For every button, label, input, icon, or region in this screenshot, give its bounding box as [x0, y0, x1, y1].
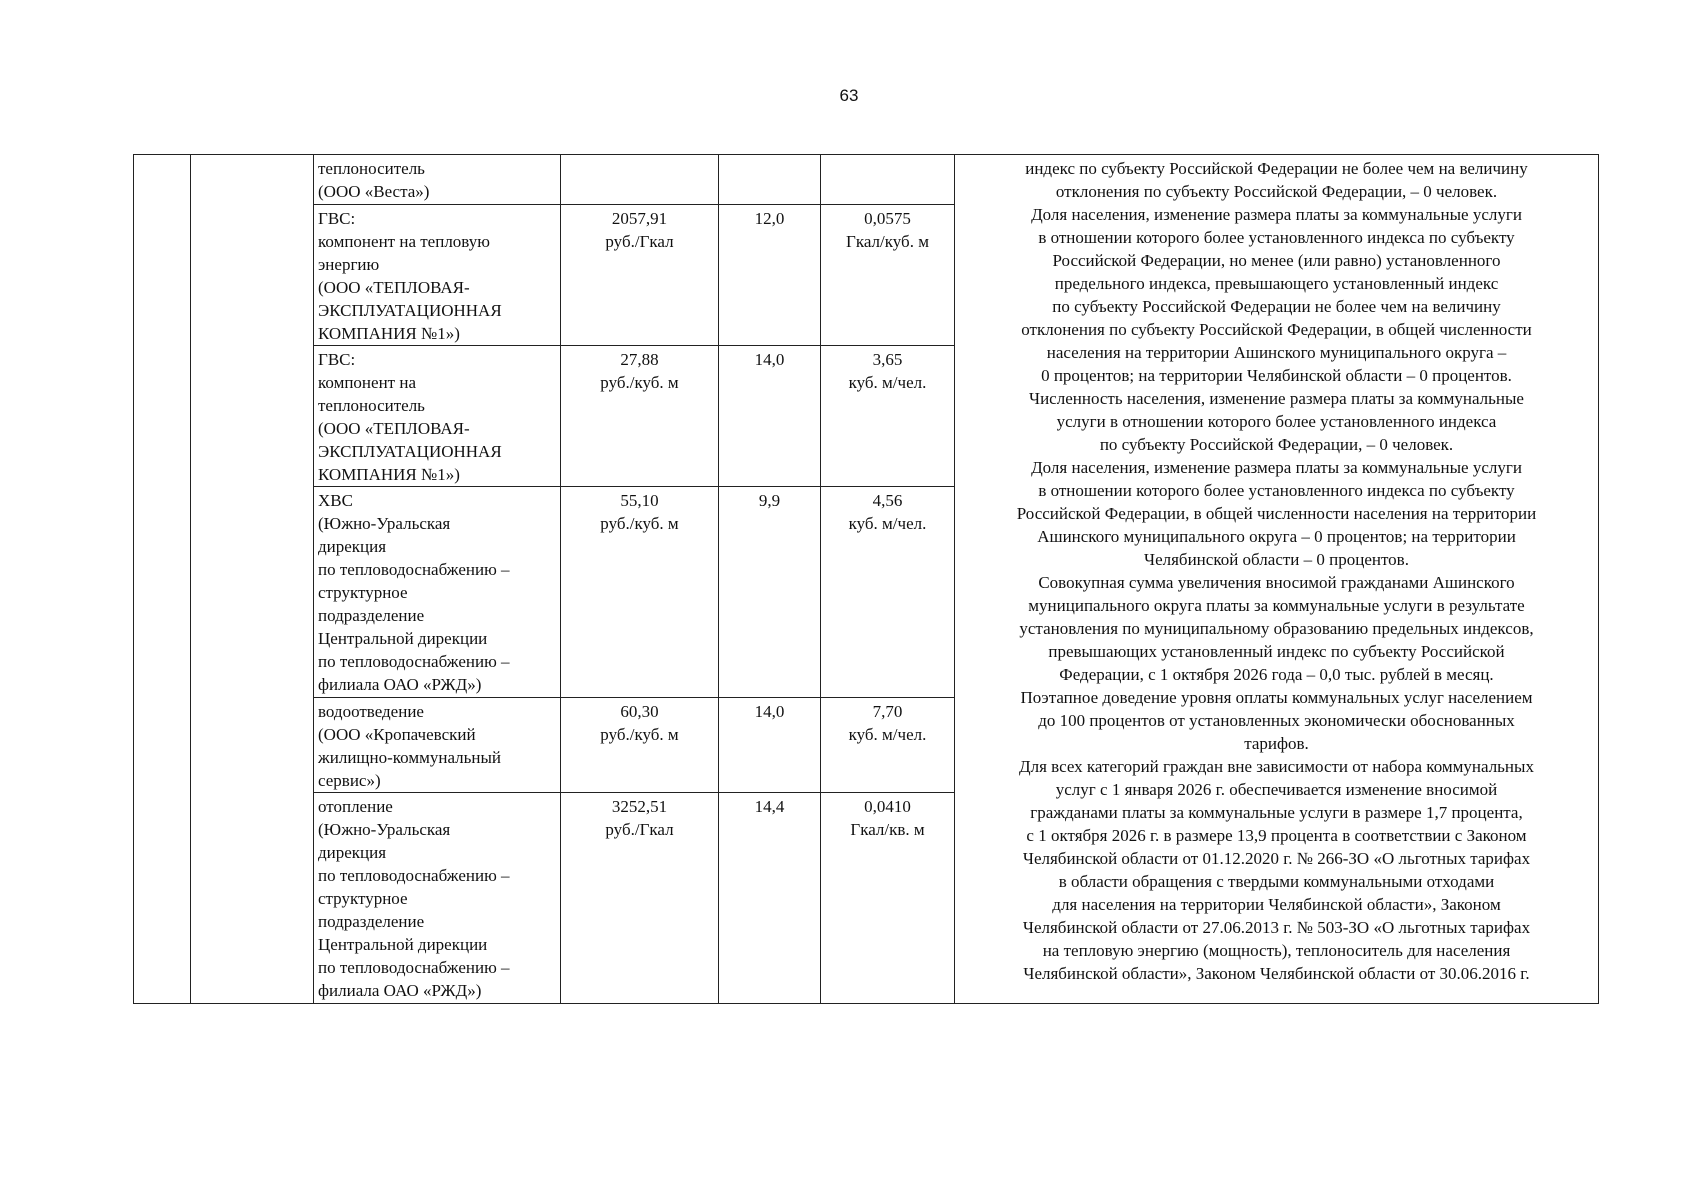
norm-cell [821, 487, 955, 698]
tariff-text-line: 3252,51 [611, 797, 668, 816]
empty-cell-number [134, 155, 191, 1004]
service-text-line: Центральной дирекции [318, 935, 488, 954]
service-text-line: по тепловодоснабжению – [318, 560, 510, 579]
norm-text-line: 0,0410 [864, 797, 911, 816]
increase-text: 9,9 [758, 491, 781, 510]
tariff-text-line: руб./Гкал [605, 820, 674, 839]
increase-text: 14,0 [754, 350, 785, 369]
tariff-text-line: 2057,91 [611, 209, 668, 228]
tariff-cell [561, 205, 719, 346]
service-cell [314, 155, 561, 205]
tariff-cell [561, 346, 719, 487]
service-text-line: компонент на тепловую [318, 232, 490, 251]
service-text-line: ГВС: [318, 209, 356, 228]
table-row [134, 155, 1599, 205]
service-text-line: теплоноситель [318, 396, 425, 415]
tariff-cell [561, 793, 719, 1004]
service-text-line: ХВС [318, 491, 353, 510]
page-number: 63 [839, 86, 859, 105]
norm-text-line: 0,0575 [864, 209, 911, 228]
increase-cell [719, 793, 821, 1004]
service-text-line: филиала ОАО «РЖД») [318, 675, 482, 694]
service-text-line: структурное [318, 889, 408, 908]
service-text-line: (ООО «Кропачевский [318, 725, 476, 744]
norm-cell [821, 205, 955, 346]
norm-cell [821, 155, 955, 205]
increase-text: 14,4 [754, 797, 785, 816]
norm-cell [821, 793, 955, 1004]
table-body [134, 155, 1599, 1004]
notes-cell: индекс по субъекту Российской Федерации не более чем на величину отклонения по субъекту Российской Федерации, – 0 человек. Доля населения, изменение размера платы за коммунальные услуги в отношении которого более установленного индекса по субъекту Российской Федерации, но менее (или равно) установленного предельного индекса, превышающего установленный индекс по субъекту Российской Федерации не более чем на величину отклонения по субъекту Российской Федерации, в общей численности населения на территории Ашинского муниципального округа – 0 процентов; на территории Челябинской области – 0 процентов. Численность населения, изменение размера платы за коммунальные услуги в отношении которого более установленного индекса по субъекту Российской Федерации, – 0 человек. Доля населения, изменение размера платы за коммунальные услуги в отношении которого более установленного индекса по субъекту Российской Федерации, в общей численности населения на территории Ашинского муниципального округа – 0 процентов; на территории Челябинской области – 0 процентов. Совокупная сумма увеличения вносимой гражданами Ашинского муниципального округа платы за коммунальные услуги в результате установления по муниципальному образованию предельных индексов, превышающих установленный индекс по субъекту Российской Федерации, с 1 октября 2026 года – 0,0 тыс. рублей в месяц. Поэтапное доведение уровня оплаты коммунальных услуг населением до 100 процентов от установленных экономически обоснованных тарифов. Для всех категорий граждан вне зависимости от набора коммунальных услуг с 1 января 2026 г. обеспечивается изменение вносимой гражданами платы за коммунальные услуги в размере 1,7 процента, с 1 октября 2026 г. в размере 13,9 процента в соответствии с Законом Челябинской области от 01.12.2020 г. № 266-ЗО «О льготных тарифах в области обращения с твердыми коммунальными отходами для населения на территории Челябинской области», Законом Челябинской области от 27.06.2013 г. № 503-ЗО «О льготных тарифах на тепловую энергию (мощность), теплоноситель для населения Челябинской области», Законом Челябинской области от 30.06.2016 г. [955, 155, 1599, 1004]
tariff-table [133, 154, 1599, 1004]
service-text-line: теплоноситель [318, 159, 425, 178]
norm-text-line: 7,70 [872, 702, 903, 721]
increase-cell [719, 698, 821, 793]
norm-text-line: куб. м/чел. [848, 725, 927, 744]
increase-cell [719, 205, 821, 346]
service-text-line: Центральной дирекции [318, 629, 488, 648]
service-text-line: водоотведение [318, 702, 424, 721]
norm-text-line: 4,56 [872, 491, 903, 510]
service-text-line: жилищно-коммунальный [318, 748, 502, 767]
service-text-line: (ООО «Веста») [318, 182, 430, 201]
norm-text-line: куб. м/чел. [848, 373, 927, 392]
service-text-line: КОМПАНИЯ №1») [318, 324, 460, 343]
service-text-line: дирекция [318, 537, 387, 556]
service-text-line: отопление [318, 797, 393, 816]
service-text-line: (Южно-Уральская [318, 514, 451, 533]
service-text-line: энергию [318, 255, 380, 274]
service-text-line: (ООО «ТЕПЛОВАЯ- [318, 278, 470, 297]
norm-text-line: 3,65 [872, 350, 903, 369]
service-text-line: сервис») [318, 771, 381, 790]
service-text-line: по тепловодоснабжению – [318, 866, 510, 885]
tariff-text-line: 55,10 [620, 491, 659, 510]
norm-cell [821, 346, 955, 487]
tariff-text-line: руб./куб. м [600, 514, 679, 533]
service-text-line: подразделение [318, 912, 425, 931]
tariff-text-line: 27,88 [620, 350, 659, 369]
increase-text: 14,0 [754, 702, 785, 721]
tariff-cell [561, 155, 719, 205]
service-cell [314, 793, 561, 1004]
service-text-line: подразделение [318, 606, 425, 625]
service-text-line: по тепловодоснабжению – [318, 652, 510, 671]
service-text-line: ЭКСПЛУАТАЦИОННАЯ [318, 301, 502, 320]
tariff-text-line: руб./Гкал [605, 232, 674, 251]
service-text-line: ГВС: [318, 350, 356, 369]
service-cell [314, 698, 561, 793]
service-text-line: структурное [318, 583, 408, 602]
service-text-line: (Южно-Уральская [318, 820, 451, 839]
norm-text-line: Гкал/кв. м [850, 820, 925, 839]
tariff-text-line: руб./куб. м [600, 725, 679, 744]
service-cell [314, 487, 561, 698]
service-cell [314, 205, 561, 346]
increase-cell [719, 346, 821, 487]
norm-text-line: Гкал/куб. м [846, 232, 929, 251]
service-text-line: КОМПАНИЯ №1») [318, 465, 460, 484]
service-text-line: (ООО «ТЕПЛОВАЯ- [318, 419, 470, 438]
service-text-line: филиала ОАО «РЖД») [318, 981, 482, 1000]
service-text-line: ЭКСПЛУАТАЦИОННАЯ [318, 442, 502, 461]
tariff-cell [561, 698, 719, 793]
tariff-text-line: руб./куб. м [600, 373, 679, 392]
service-cell [314, 346, 561, 487]
norm-text-line: куб. м/чел. [848, 514, 927, 533]
empty-cell-municipality [191, 155, 314, 1004]
norm-cell [821, 698, 955, 793]
increase-cell [719, 487, 821, 698]
service-text-line: по тепловодоснабжению – [318, 958, 510, 977]
service-text-line: компонент на [318, 373, 416, 392]
tariff-text-line: 60,30 [620, 702, 659, 721]
increase-cell [719, 155, 821, 205]
service-text-line: дирекция [318, 843, 387, 862]
increase-text: 12,0 [754, 209, 785, 228]
tariff-cell [561, 487, 719, 698]
